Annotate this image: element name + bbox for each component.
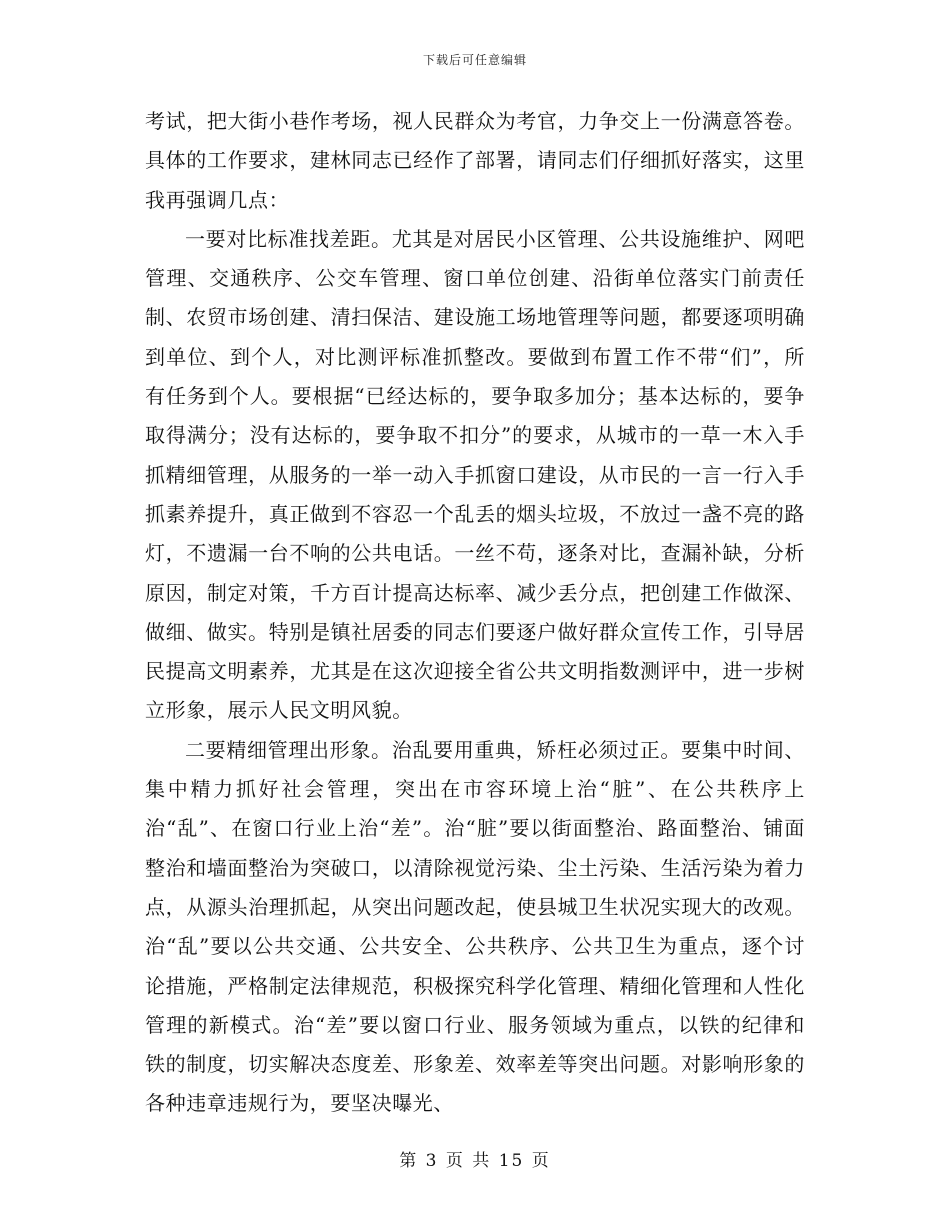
paragraph-fine-management: 二要精细管理出形象。治乱要用重典，矫枉必须过正。要集中时间、集中精力抓好社会管理，突出在市容环境上治“脏”、在公共秩序上治“乱”、在窗口行业上治“差”。治“脏”要以街面整治、路面整治、铺面整治和墙面整治为突破口，以清除视觉污染、尘土污染、生活污染为着力点，从源头治理抓起，从突出问题改起，使县城卫生状况实现大的改观。治“乱”要以公共交通、公共安全、公共秩序、公共卫生为重点，逐个讨论措施，严格制定法律规范，积极探究科学化管理、精细化管理和人性化管理的新模式。治“差”要以窗口行业、服务领域为重点，以铁的纪律和铁的制度，切实解决态度差、形象差、效率差等突出问题。对影响形象的各种违章违规行为，要坚决曝光、	[145, 737, 805, 1116]
page-header-note: 下载后可任意编辑	[422, 53, 527, 67]
paragraph-compare-standards: 一要对比标准找差距。尤其是对居民小区管理、公共设施维护、网吧管理、交通秩序、公交车管理、窗口单位创建、沿街单位落实门前责任制、农贸市场创建、清扫保洁、建设施工场地管理等问题，都要逐项明确到单位、到个人，对比测评标准抓整改。要做到布置工作不带“们”，所有任务到个人。要根据“已经达标的，要争取多加分；基本达标的，要争取得满分；没有达标的，要争取不扣分”的要求，从城市的一草一木入手抓精细管理，从服务的一举一动入手抓窗口建设，从市民的一言一行入手抓素养提升，真正做到不容忍一个乱丢的烟头垃圾，不放过一盏不亮的路灯，不遗漏一台不响的公共电话。一丝不苟，逐条对比，查漏补缺，分析原因，制定对策，千方百计提高达标率、减少丢分点，把创建工作做深、做细、做实。特别是镇社居委的同志们要逐户做好群众宣传工作，引导居民提高文明素养，尤其是在这次迎接全省公共文明指数测评中，进一步树立形象，展示人民文明风貌。	[145, 226, 805, 723]
paragraph-continued: 考试，把大街小巷作考场，视人民群众为考官，力争交上一份满意答卷。具体的工作要求，建林同志已经作了部署，请同志们仔细抓好落实，这里我再强调几点：	[145, 109, 805, 212]
document-body	[145, 102, 805, 1124]
page-number-footer: 第 3 页 共 15 页	[399, 1151, 551, 1171]
